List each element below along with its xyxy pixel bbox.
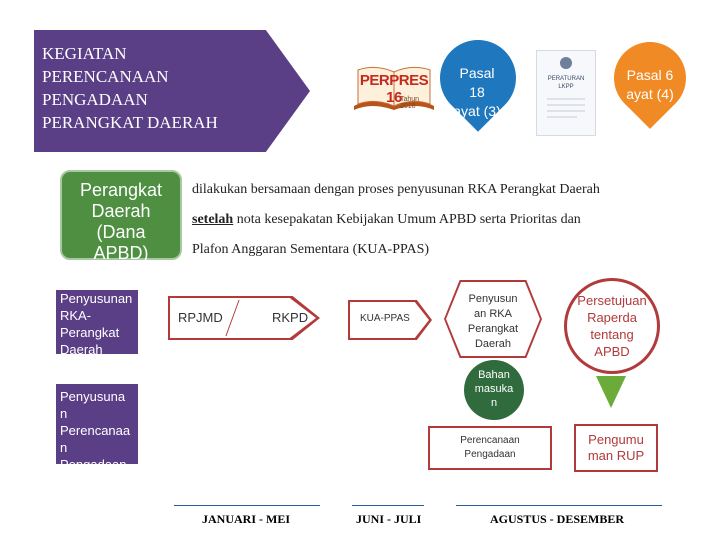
month-agu-des: AGUSTUS - DESEMBER xyxy=(490,512,625,526)
desc-setelah: setelah xyxy=(192,212,234,227)
persetujuan-label: Persetujuan Raperda tentang APBD xyxy=(577,293,647,359)
lkpp-document-icon xyxy=(536,50,596,136)
pasal6-label: Pasal 6 ayat (4) xyxy=(626,67,674,102)
kua-ppas-label: KUA-PPAS xyxy=(360,313,410,324)
perencanaan-box: Penyusuna n Perencanaa n Pengadaan xyxy=(56,384,138,464)
perangkat-daerah-box: Perangkat Daerah (Dana APBD) xyxy=(60,170,182,260)
rka-box: Penyusunan RKA- Perangkat Daerah xyxy=(56,290,138,354)
lkpp-label: PERATURAN LKPP xyxy=(547,76,585,90)
month-jan-mei: JANUARI - MEI xyxy=(202,512,290,526)
month-jun-jul: JUNI - JULI xyxy=(356,512,422,526)
divider-jan-mei xyxy=(174,505,320,506)
down-arrow-icon xyxy=(596,376,626,408)
divider-agu-des xyxy=(456,505,662,506)
perpres-year: Tahun 2018 xyxy=(400,96,420,110)
perpres-book-icon xyxy=(352,66,436,112)
pasal18-label: Pasal 18 ayat (3) xyxy=(453,65,501,119)
bahan-masukan-label: Bahan masuka n xyxy=(474,369,514,409)
desc-line-2-rest: nota kesepakatan Kebijakan Umum APBD serta Prioritas dan xyxy=(233,212,581,227)
penyusunan-rka-label: Penyusun an RKA Perangkat Daerah xyxy=(467,293,519,350)
pengumuman-rup-label: Pengumu man RUP xyxy=(587,432,645,463)
desc-line-1: dilakukan bersamaan dengan proses penyusunan RKA Perangkat Daerah xyxy=(192,182,600,197)
desc-line-3: Plafon Anggaran Sementara (KUA-PPAS) xyxy=(192,242,430,257)
perpres-label: PERPRES 16 xyxy=(359,72,429,106)
desc-line-2 xyxy=(192,212,581,228)
page-title: KEGIATAN PERENCANAAN PENGADAAN PERANGKAT DAERAH xyxy=(42,44,218,132)
rkpd-label: RKPD xyxy=(272,310,309,325)
rpjmd-label: RPJMD xyxy=(178,310,223,325)
divider-jun-jul xyxy=(352,505,424,506)
perencanaan-pengadaan-label: Perencanaan Pengadaan xyxy=(460,435,520,460)
